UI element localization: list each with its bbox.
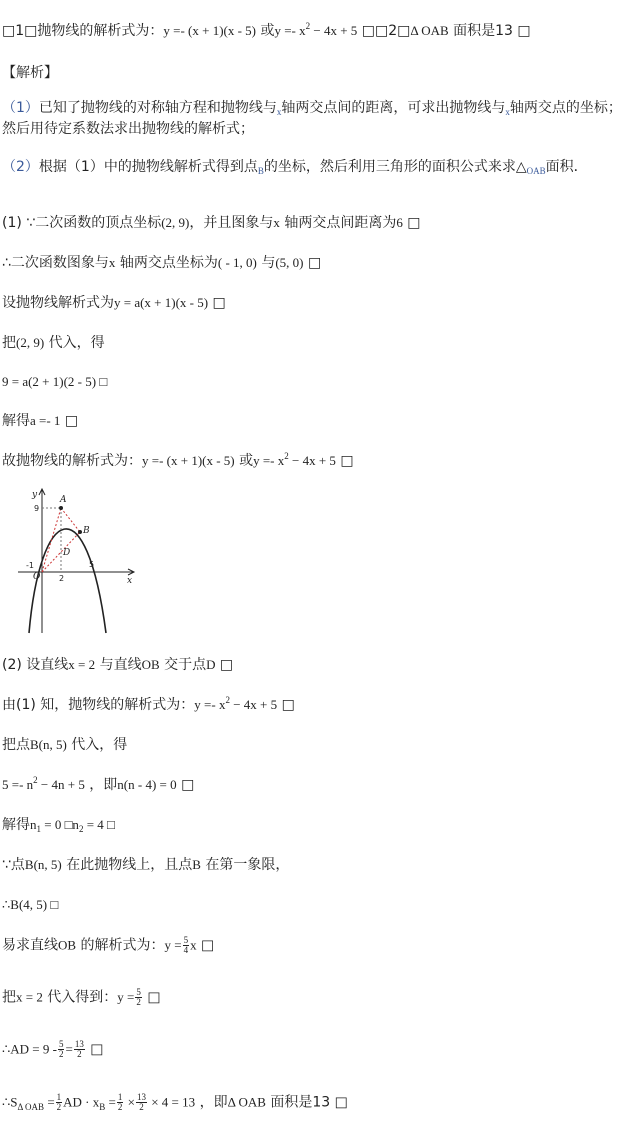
solution-text: ∵点 — [2, 857, 25, 873]
solution-math: 5 =- n — [2, 777, 34, 792]
solution-line-10 — [2, 736, 127, 754]
fraction-numerator: 1 — [117, 1092, 123, 1102]
label-neg1: -1 — [26, 561, 34, 570]
fraction-numerator: 13 — [74, 1039, 84, 1049]
solution-text: □ — [335, 453, 354, 469]
solution-math: AD · x — [63, 1094, 100, 1110]
solution-text: □ — [277, 697, 295, 713]
solution-text: 与直线 — [95, 657, 142, 673]
solution-math: = 4 □ — [83, 817, 115, 832]
solution-line-16 — [2, 988, 161, 1007]
superscript: 2 — [33, 775, 38, 785]
solution-math: = 0 □n — [41, 817, 79, 832]
solution-math: = — [65, 1041, 73, 1057]
solution-text: 在此抛物线上，且点 — [61, 857, 193, 873]
analysis-var: x — [276, 107, 282, 117]
analysis-heading: 【解析】 — [2, 65, 58, 81]
solution-text: 代入得到： — [42, 989, 118, 1006]
solution-line-3 — [2, 294, 226, 312]
solution-line-2 — [2, 254, 321, 272]
solution-math: x — [190, 937, 197, 953]
subscript: B — [99, 1101, 106, 1112]
solution-text: □ — [303, 255, 322, 271]
solution-math: − 4x + 5 — [229, 697, 278, 712]
analysis-text: 面积． — [545, 159, 588, 175]
superscript: 2 — [305, 21, 311, 31]
solution-math: − 4x + 5 — [288, 453, 336, 468]
solution-text: 解得 — [2, 817, 30, 833]
label-A: A — [60, 495, 67, 505]
solution-math: y = — [117, 989, 135, 1005]
solution-math: − 4n + 5 — [37, 777, 85, 792]
solution-math: 6 — [396, 215, 403, 230]
fraction — [74, 1040, 85, 1059]
solution-text: 解得 — [2, 413, 30, 429]
solution-math: y =- (x + 1)(x - 5) — [142, 453, 235, 468]
solution-math: (2, 9) — [161, 215, 190, 230]
analysis-number-2: （2） — [2, 159, 39, 175]
fraction — [56, 1093, 63, 1112]
superscript: 2 — [284, 451, 289, 461]
label-y: y — [32, 490, 38, 500]
solution-math: x = 2 — [16, 989, 43, 1005]
solution-math: x — [108, 255, 116, 270]
solution-line-7 — [2, 452, 354, 471]
fraction — [136, 1093, 147, 1112]
solution-math: Δ OAB — [227, 1094, 266, 1110]
solution-line-9 — [2, 696, 295, 715]
fraction — [58, 1040, 65, 1059]
solution-text: ，并且图象与 — [189, 215, 274, 231]
solution-math: n — [30, 817, 37, 832]
solution-math: n(n - 4) = 0 — [117, 777, 177, 792]
solution-text: 设抛物线解析式为 — [2, 295, 114, 311]
fraction-numerator: 1 — [56, 1092, 62, 1102]
solution-math: ∴AD = 9 - — [2, 1041, 57, 1057]
solution-text: □ — [142, 989, 161, 1006]
solution-text: □ — [402, 215, 421, 231]
solution-math: = — [105, 1094, 116, 1110]
solution-math: B(n, 5) — [24, 857, 62, 872]
answer-triangle: Δ OAB — [410, 23, 449, 38]
solution-math: (5, 0) — [275, 255, 304, 270]
solution-text: □ — [176, 777, 195, 793]
label-x: x — [127, 576, 133, 586]
solution-line-12 — [2, 816, 115, 835]
solution-text: (2) 设直线 — [2, 657, 69, 673]
analysis-text: 根据（1）中的抛物线解析式得到点 — [38, 159, 258, 175]
solution-line-17 — [2, 1040, 104, 1059]
solution-math: y =- x — [253, 453, 285, 468]
solution-text: □ — [208, 295, 226, 311]
subscript: 2 — [78, 824, 84, 834]
solution-text: 与 — [256, 255, 276, 271]
solution-math: B(n, 5) — [30, 737, 67, 752]
answer-line — [2, 22, 531, 41]
analysis-text: 已知了抛物线的对称轴方程和抛物线与 — [38, 100, 277, 116]
solution-math: y = — [164, 937, 182, 953]
fraction-denominator: 2 — [136, 997, 141, 1007]
fraction-denominator: 2 — [117, 1102, 123, 1112]
fraction — [135, 988, 142, 1007]
solution-line-5: 9 = a(2 + 1)(2 - 5) □ — [2, 374, 108, 389]
solution-line-8 — [2, 656, 233, 674]
parabola-graph — [10, 487, 138, 635]
solution-math: D — [206, 657, 216, 672]
solution-text: 面积是13 □ — [265, 1094, 348, 1111]
solution-text: 轴两交点坐标为 — [115, 255, 218, 271]
solution-text: (1) ∵二次函数的顶点坐标 — [2, 215, 162, 231]
fraction-denominator: 4 — [183, 945, 189, 955]
solution-text: 的解析式为： — [76, 937, 165, 954]
solution-text: ，即 — [84, 777, 118, 793]
solution-line-4 — [2, 334, 105, 352]
solution-text: 把 — [2, 335, 16, 351]
solution-text: □ — [215, 657, 234, 673]
analysis-text: 的坐标，然后利用三角形的面积公式来求△ — [263, 159, 527, 175]
solution-text: □ — [85, 1041, 104, 1058]
analysis-paragraph-1 — [2, 98, 628, 139]
solution-math: = — [44, 1094, 55, 1110]
solution-text: 把 — [2, 989, 16, 1006]
solution-line-13 — [2, 856, 289, 874]
label-nine: 9 — [34, 504, 40, 513]
solution-math: x — [273, 215, 280, 230]
solution-text: 易求直线 — [2, 937, 58, 954]
answer-expression-2-tail: − 4x + 5 — [310, 23, 358, 38]
solution-math: ∴S — [2, 1094, 18, 1110]
analysis-paragraph-2 — [2, 157, 628, 178]
solution-math: (2, 9) — [16, 335, 45, 350]
solution-math: × 4 = 13 — [147, 1094, 196, 1110]
solution-math: y =- x — [194, 697, 226, 712]
fraction-denominator: 2 — [77, 1049, 82, 1059]
solution-text: 交于点 — [159, 657, 207, 673]
subscript: Δ OAB — [17, 1101, 45, 1112]
fraction — [117, 1093, 124, 1112]
solution-text: 或 — [234, 453, 254, 469]
fraction-denominator: 2 — [56, 1102, 62, 1112]
solution-text: ，即 — [199, 1094, 228, 1111]
point-A — [59, 506, 63, 510]
fraction — [183, 936, 190, 955]
superscript: 2 — [225, 695, 230, 705]
fraction-numerator: 13 — [136, 1092, 146, 1102]
answer-area: 面积是13 □ — [448, 23, 531, 39]
solution-text: 代入，得 — [66, 737, 128, 753]
solution-math: ∴B(4, 5) □ — [2, 897, 59, 912]
fraction-denominator: 2 — [139, 1102, 144, 1112]
fraction-denominator: 2 — [58, 1049, 64, 1059]
solution-text: □ — [196, 937, 215, 954]
analysis-text: 轴两交点的坐标；然后用待定系数法求出抛物线的解析式； — [2, 100, 622, 137]
label-D: D — [63, 548, 71, 558]
answer-prefix: □1□抛物线的解析式为： — [2, 23, 164, 39]
solution-math: B — [192, 857, 201, 872]
answer-part2-marker: □□2□ — [361, 23, 411, 39]
analysis-var: OAB — [526, 166, 546, 176]
analysis-var: x — [505, 107, 510, 117]
label-five: 5 — [89, 560, 95, 569]
solution-line-11 — [2, 776, 194, 795]
solution-text: 轴两交点间距离为 — [279, 215, 397, 231]
point-B — [78, 530, 82, 534]
solution-line-18 — [2, 1093, 348, 1113]
answer-expression-2: y =- x — [274, 23, 306, 38]
analysis-text: 轴两交点间的距离，可求出抛物线与 — [281, 100, 506, 116]
solution-text: 在第一象限， — [200, 857, 290, 873]
solution-math: × — [124, 1094, 135, 1110]
answer-expression-1: y =- (x + 1)(x - 5) — [163, 23, 257, 38]
answer-or: 或 — [260, 23, 275, 39]
solution-math: ( - 1, 0) — [217, 255, 257, 270]
solution-text: □ — [60, 413, 79, 429]
solution-math: x = 2 — [68, 657, 96, 672]
solution-text: 把点 — [2, 737, 30, 753]
solution-math: OB — [58, 937, 77, 953]
subscript: 1 — [36, 824, 41, 834]
solution-line-1 — [2, 214, 421, 232]
solution-math: y = a(x + 1)(x - 5) — [114, 295, 209, 310]
solution-text: 由(1) 知，抛物线的解析式为： — [2, 697, 195, 713]
fraction-numerator: 5 — [183, 935, 189, 945]
fraction-numerator: 5 — [58, 1039, 64, 1049]
solution-text: ∴二次函数图象与 — [2, 255, 109, 271]
solution-text: 故抛物线的解析式为： — [2, 453, 142, 469]
solution-math: a =- 1 — [30, 413, 61, 428]
analysis-var: B — [257, 166, 264, 176]
label-two: 2 — [59, 574, 65, 583]
solution-math: OB — [141, 657, 160, 672]
solution-line-6 — [2, 412, 78, 430]
solution-text: 代入，得 — [44, 335, 105, 351]
solution-line-14 — [2, 896, 58, 914]
label-B: B — [83, 526, 90, 536]
analysis-number-1: （1） — [2, 100, 39, 116]
label-O: O — [33, 572, 41, 582]
fraction-numerator: 5 — [136, 987, 141, 997]
solution-line-15 — [2, 936, 214, 955]
